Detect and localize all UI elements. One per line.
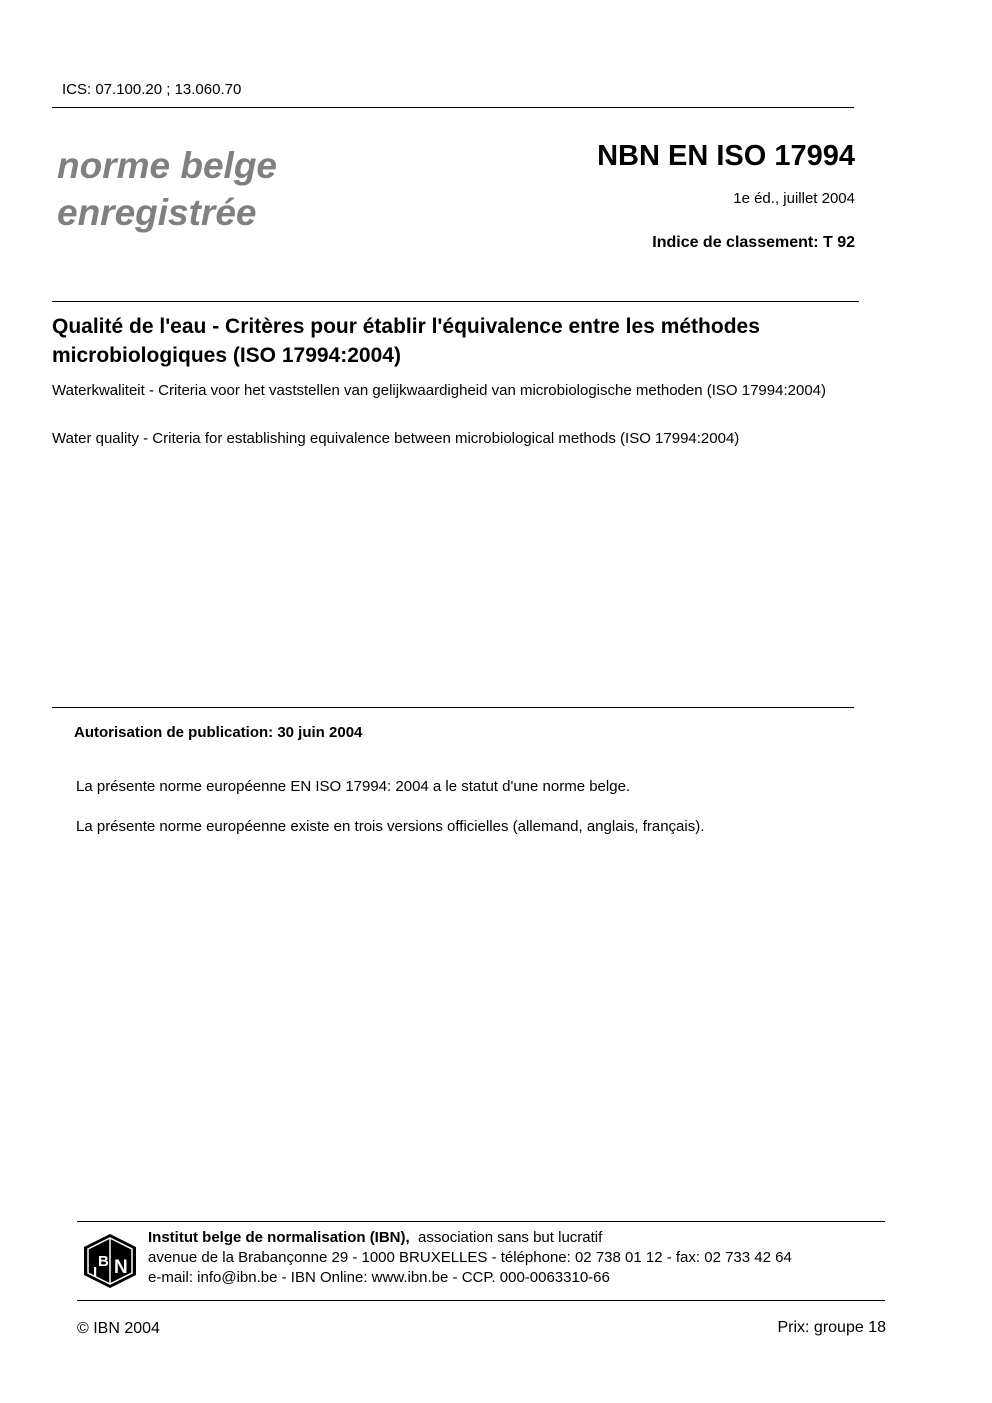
title-french: Qualité de l'eau - Critères pour établir l'équivalence entre les méthodes microbiologiques (ISO 17994:2004) <box>52 315 760 367</box>
institute-contact: e-mail: info@ibn.be - IBN Online: www.ibn.be - CCP. 000-0063310-66 <box>148 1269 610 1286</box>
title-dutch: Waterkwaliteit - Criteria voor het vaststellen van gelijkwaardigheid van microbiologische methoden (ISO 17994:2004) <box>52 382 826 399</box>
institute-info <box>148 1228 792 1288</box>
svg-text:I: I <box>93 1264 98 1281</box>
title-english: Water quality - Criteria for establishing equivalence between microbiological methods (ISO 17994:2004) <box>52 430 740 447</box>
publication-rule <box>52 707 854 708</box>
institute-address: avenue de la Brabançonne 29 - 1000 BRUXELLES - téléphone: 02 738 01 12 - fax: 02 733 42 64 <box>148 1249 792 1266</box>
svg-text:N: N <box>114 1257 128 1278</box>
ibn-logo <box>83 1233 137 1289</box>
svg-text:B: B <box>98 1253 109 1270</box>
institute-name: Institut belge de normalisation (IBN), <box>148 1229 410 1246</box>
edition: 1e éd., juillet 2004 <box>733 190 855 207</box>
title-rule <box>52 301 859 302</box>
institute-description: association sans but lucratif <box>418 1229 603 1246</box>
copyright: © IBN 2004 <box>77 1320 160 1337</box>
status-paragraph: La présente norme européenne EN ISO 17994: 2004 a le statut d'une norme belge. <box>76 778 631 795</box>
standard-number: NBN EN ISO 17994 <box>597 140 855 172</box>
ics-code: ICS: 07.100.20 ; 13.060.70 <box>62 81 242 98</box>
classification-index: Indice de classement: T 92 <box>652 234 855 251</box>
brand-text <box>57 142 277 236</box>
brand-line-2: enregistrée <box>57 192 257 233</box>
footer-top-rule <box>77 1221 885 1222</box>
header-rule <box>52 107 854 108</box>
publication-authorisation: Autorisation de publication: 30 juin 2004 <box>74 724 363 741</box>
brand-line-1: norme belge <box>57 145 277 186</box>
footer-bottom-rule <box>77 1300 885 1301</box>
versions-paragraph: La présente norme européenne existe en trois versions officielles (allemand, anglais, français). <box>76 818 705 835</box>
price-group: Prix: groupe 18 <box>777 1319 886 1336</box>
